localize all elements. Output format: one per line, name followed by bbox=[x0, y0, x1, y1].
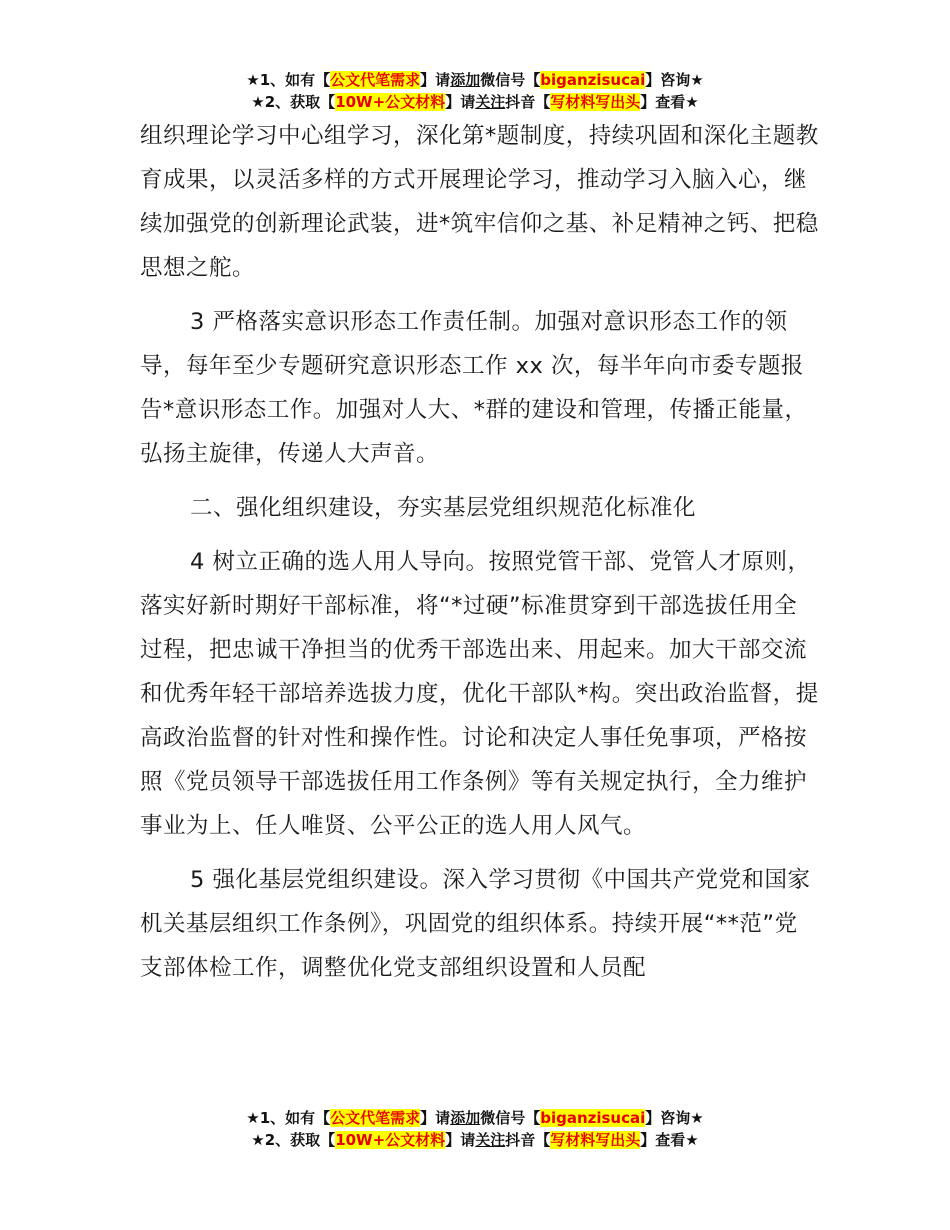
banner-highlight: biganzisucai bbox=[540, 1109, 646, 1127]
banner-text: ★2、获取【 bbox=[251, 93, 336, 111]
paragraph-item-3: 3 严格落实意识形态工作责任制。加强对意识形态工作的领导，每年至少专题研究意识形态工作 xx 次，每半年向市委专题报告*意识形态工作。加强对人大、*群的建设和管理，传播正能量，弘扬主旋律，传递人大声音。 bbox=[140, 309, 808, 467]
banner-line-2 bbox=[0, 91, 950, 113]
banner-line-1 bbox=[0, 69, 950, 91]
banner-highlight: 公文代笔需求 bbox=[330, 71, 421, 89]
banner-line-1 bbox=[0, 1107, 950, 1129]
banner-highlight: 写材料写出头 bbox=[550, 1131, 641, 1149]
document-body bbox=[140, 114, 820, 990]
footer-banner bbox=[0, 1107, 950, 1151]
banner-text: ★1、如有【 bbox=[246, 71, 331, 89]
banner-text: 】请 bbox=[420, 1109, 451, 1127]
banner-text: 微信号【 bbox=[480, 71, 541, 89]
banner-text: 】请 bbox=[445, 1131, 476, 1149]
banner-underline: 添加 bbox=[450, 1109, 481, 1127]
banner-text: 】查看★ bbox=[640, 1131, 699, 1149]
banner-text: 抖音【 bbox=[505, 93, 551, 111]
header-banner bbox=[0, 69, 950, 113]
banner-text: 】咨询★ bbox=[645, 1109, 704, 1127]
banner-text: 微信号【 bbox=[480, 1109, 541, 1127]
section-heading-2: 二、强化组织建设，夯实基层党组织规范化标准化 bbox=[190, 495, 697, 521]
banner-text: ★2、获取【 bbox=[251, 1131, 336, 1149]
banner-text: 】请 bbox=[445, 93, 476, 111]
paragraph-item-5: 5 强化基层党组织建设。深入学习贯彻《中国共产党党和国家机关基层组织工作条例》，巩固党的组织体系。持续开展“**范”党支部体检工作，调整优化党支部组织设置和人员配 bbox=[140, 867, 811, 981]
banner-text: 抖音【 bbox=[505, 1131, 551, 1149]
banner-text: 】咨询★ bbox=[645, 71, 704, 89]
paragraph-continuation: 组织理论学习中心组学习，深化第*题制度，持续巩固和深化主题教育成果，以灵活多样的方式开展理论学习，推动学习入脑入心，继续加强党的创新理论武装，进*筑牢信仰之基、补足精神之钙、把稳思想之舵。 bbox=[140, 123, 819, 281]
banner-highlight: 10W+公文材料 bbox=[335, 1131, 446, 1149]
banner-text: ★1、如有【 bbox=[246, 1109, 331, 1127]
banner-underline: 添加 bbox=[450, 71, 481, 89]
banner-highlight: biganzisucai bbox=[540, 71, 646, 89]
banner-highlight: 10W+公文材料 bbox=[335, 93, 446, 111]
banner-line-2 bbox=[0, 1129, 950, 1151]
banner-highlight: 公文代笔需求 bbox=[330, 1109, 421, 1127]
banner-underline: 关注 bbox=[475, 1131, 506, 1149]
banner-text: 】请 bbox=[420, 71, 451, 89]
paragraph-item-4: 4 树立正确的选人用人导向。按照党管干部、党管人才原则，落实好新时期好干部标准，将“*过硬”标准贯穿到干部选拔任用全过程，把忠诚干净担当的优秀干部选出来、用起来。加大干部交流和优秀年轻干部培养选拔力度，优化干部队*构。突出政治监督，提高政治监督的针对性和操作性。讨论和决定人事任免事项，严格按照《党员领导干部选拔任用工作条例》等有关规定执行，全力维护事业为上、任人唯贤、公平公正的选人用人风气。 bbox=[140, 549, 819, 839]
banner-text: 】查看★ bbox=[640, 93, 699, 111]
banner-highlight: 写材料写出头 bbox=[550, 93, 641, 111]
banner-underline: 关注 bbox=[475, 93, 506, 111]
